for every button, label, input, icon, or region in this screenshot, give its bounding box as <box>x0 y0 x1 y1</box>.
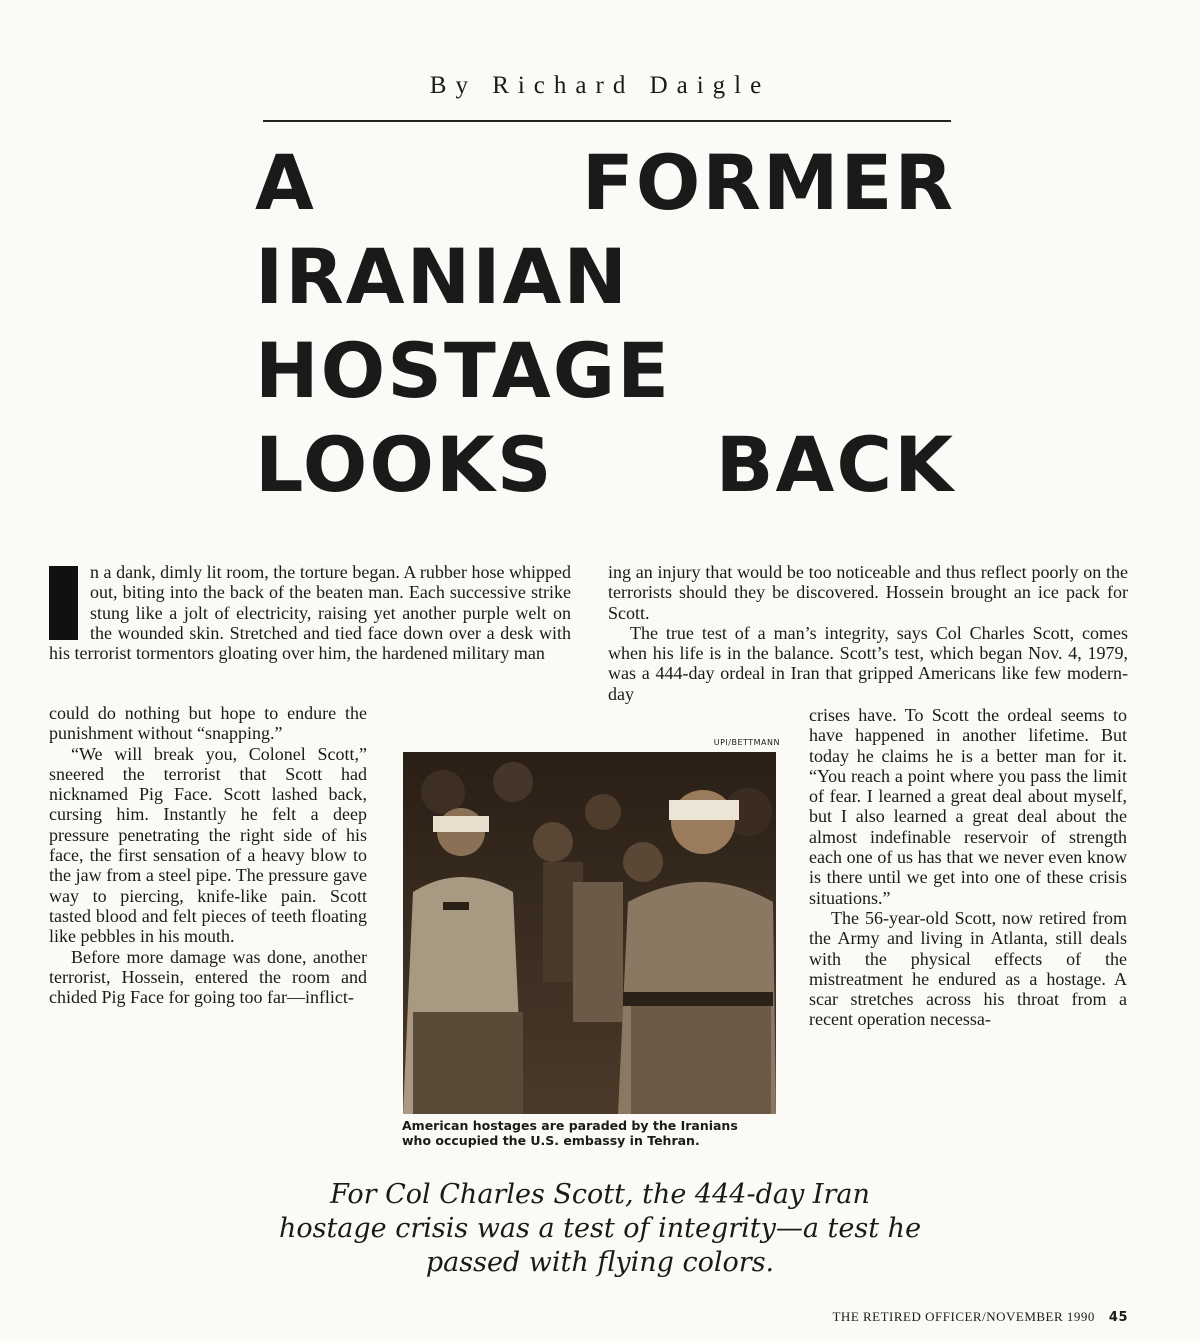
column-1-top <box>49 562 571 663</box>
hostage-photo <box>403 752 776 1114</box>
publication-line: THE RETIRED OFFICER/NOVEMBER 1990 <box>832 1309 1095 1324</box>
body-paragraph: Before more damage was done, another terrorist, Hossein, entered the room and chided Pig Face for going too far—inflict- <box>49 946 367 1008</box>
body-paragraph: “We will break you, Colonel Scott,” sneered the terrorist that Scott had nicknamed Pig Face. Scott lashed back, cursing him. Instantly he felt a deep pressure penetrating the right side of his face, the first sensation of a heavy blow to the jaw from a steel pipe. The pressure gave way to piercing, knife-like pain. Scott tasted blood and felt pieces of teeth floating like pebbles in his mouth. <box>49 743 367 947</box>
column-1-bottom <box>49 703 367 1007</box>
headline-line: HOSTAGE <box>255 326 672 415</box>
headline-line: IRANIAN <box>255 232 629 321</box>
byline: By Richard Daigle <box>429 72 771 99</box>
body-paragraph: The 56-year-old Scott, now retired from the Army and living in Atlanta, still deals with the physical effects of the mistreatment he endured as a hostage. A scar stretches across his throat from a recent operation necessa- <box>809 907 1127 1030</box>
photo-credit: UPI/BETTMANN <box>713 738 780 747</box>
body-paragraph: could do nothing but hope to endure the punishment without “snapping.” <box>49 703 367 744</box>
column-2-top <box>608 562 1128 704</box>
page-footer <box>832 1309 1128 1325</box>
deck-line: passed with flying colors. <box>425 1247 775 1278</box>
body-paragraph: n a dank, dimly lit room, the torture began. A rubber hose whipped out, biting into the back of the beaten man. Each successive strike stung like a jolt of electricity, raising yet another purple welt on the wounded skin. Stretched and tied face down over a desk with his terrorist tormentors gloating over him, the hardened military man <box>49 562 571 664</box>
body-paragraph: crises have. To Scott the ordeal seems to have happened in another lifetime. But today he claims he is a better man for it. “You reach a point where you pass the limit of fear. I learned a great deal about myself, but I also learned a great deal about the almost indefinable reservoir of strength each one of us has that we never even know is there until we get into one of these crisis situations.” <box>809 705 1127 908</box>
byline-rule <box>263 120 951 122</box>
body-paragraph: The true test of a man’s integrity, says Col Charles Scott, comes when his life is in the balance. Scott’s test, which began Nov. 4, 1979, was a 444-day ordeal in Iran that gripped Americans like few modern-day <box>608 622 1128 704</box>
body-paragraph: ing an injury that would be too noticeable and thus reflect poorly on the terrorists should they be discovered. Hossein brought an ice pack for Scott. <box>608 562 1128 623</box>
deck-line: hostage crisis was a test of integrity—a test he <box>278 1213 922 1244</box>
dropcap <box>49 566 78 640</box>
caption-line: who occupied the U.S. embassy in Tehran. <box>402 1133 700 1148</box>
photo-caption <box>402 1118 782 1148</box>
deck <box>0 1178 1200 1280</box>
column-2-bottom <box>809 705 1127 1030</box>
page-number: 45 <box>1108 1310 1128 1325</box>
deck-line: For Col Charles Scott, the 444-day Iran <box>330 1179 870 1210</box>
headline-line: LOOKS BACK <box>255 420 955 509</box>
caption-line: American hostages are paraded by the Iranians <box>402 1118 738 1133</box>
headline <box>255 136 955 512</box>
headline-line: A FORMER <box>255 138 955 227</box>
